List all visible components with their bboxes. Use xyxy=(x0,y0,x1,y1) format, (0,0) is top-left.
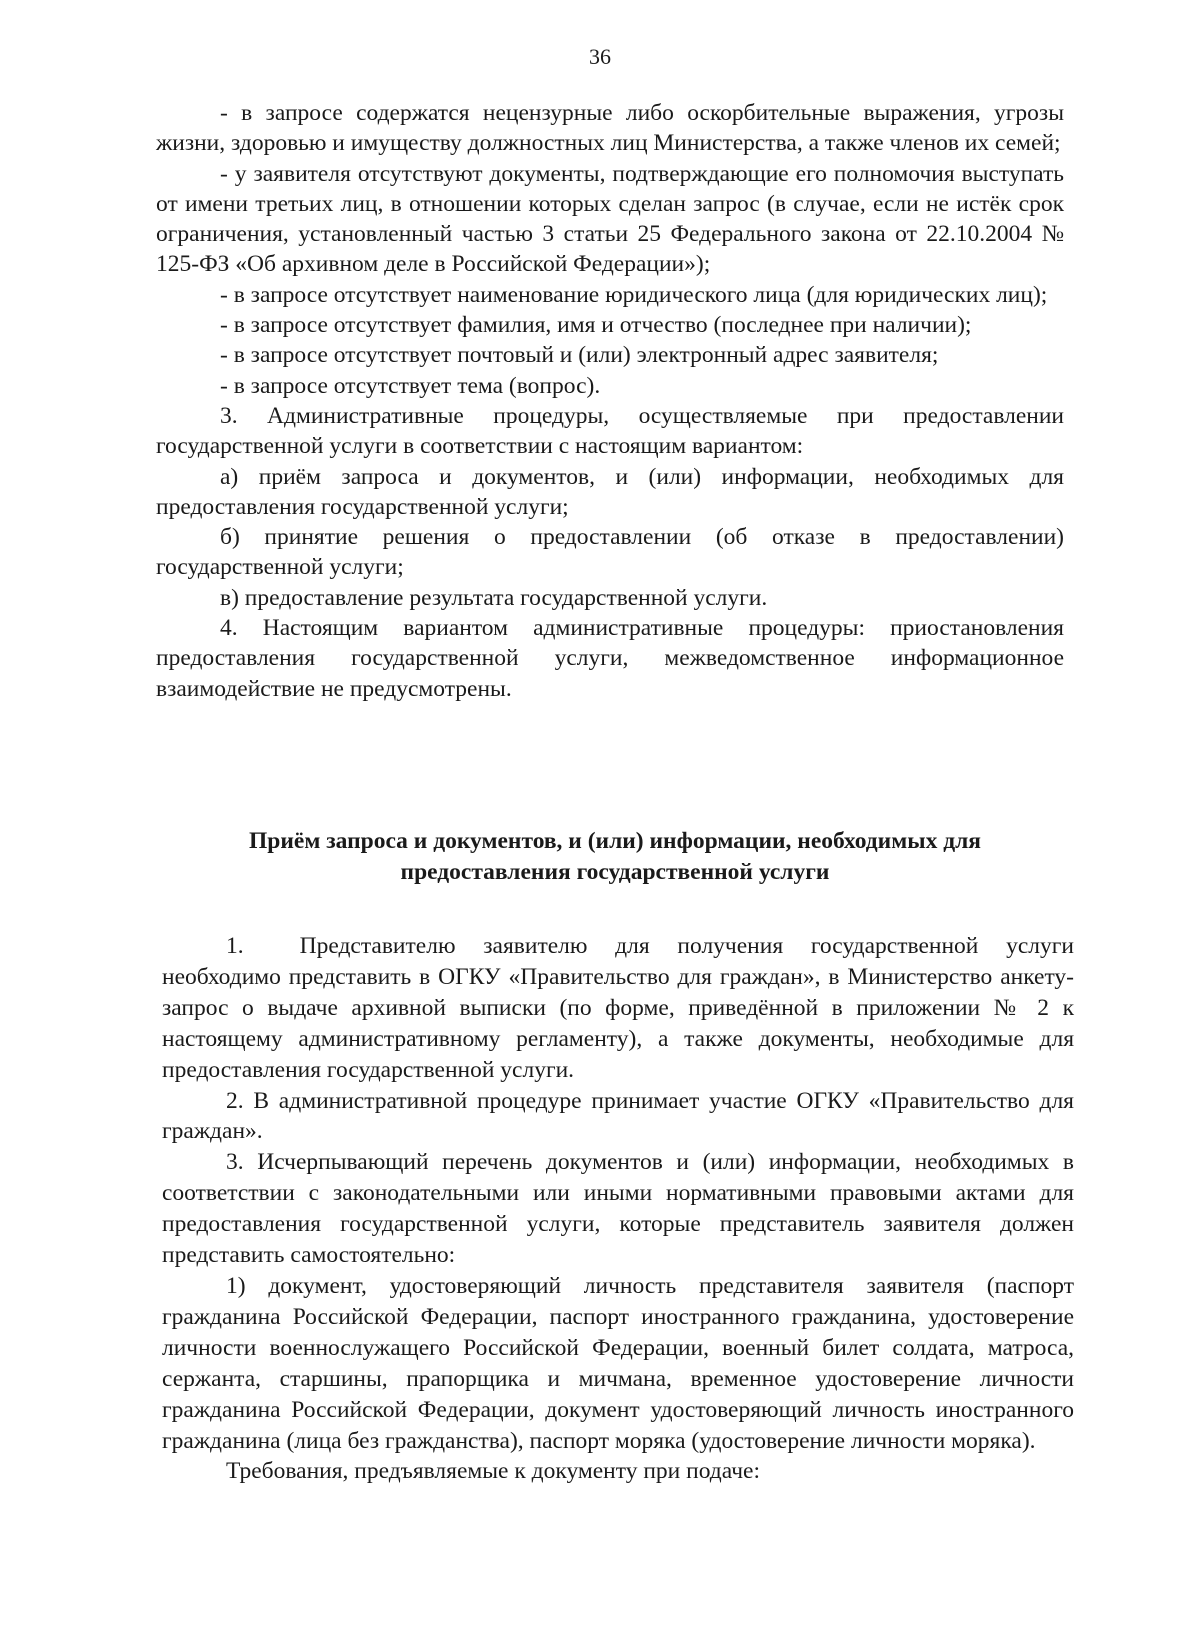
paragraph-grounds-obscene: - в запросе содержатся нецензурные либо оскорбительные выражения, угрозы жизни, здоровью и имуществу должностных лиц Министерства, а также членов их семей; xyxy=(156,100,1064,157)
section-heading xyxy=(160,826,1070,888)
paragraph-grounds-no-topic: - в запросе отсутствует тема (вопрос). xyxy=(220,372,601,399)
bottom-section xyxy=(162,931,1074,1487)
paragraph-procedures-intro: 3. Административные процедуры, осуществляемые при предоставлении государственной услуги в соответствии с настоящим вариантом: xyxy=(156,402,1064,460)
paragraph-item-2: 2. В административной процедуре принимает участие ОГКУ «Правительство для граждан». xyxy=(162,1087,1074,1145)
paragraph-procedure-c: в) предоставление результата государственной услуги. xyxy=(220,584,768,611)
paragraph-requirements: Требования, предъявляемые к документу при подаче: xyxy=(226,1458,760,1485)
item-1-number: 1. xyxy=(226,933,244,959)
paragraph-subitem-1: 1) документ, удостоверяющий личность представителя заявителя (паспорт гражданина Российской Федерации, паспорт иностранного гражданина, удостоверение личности военнослужащего Российской Федерации, военный билет солдата, матроса, сержанта, старшины, прапорщика и мичмана, временное удостоверение личности гражданина Российской Федерации, документ удостоверяющий личность иностранного гражданина (лица без гражданства), паспорт моряка (удостоверение личности моряка). xyxy=(162,1272,1074,1454)
paragraph-procedure-a: а) приём запроса и документов, и (или) информации, необходимых для предоставления государственной услуги; xyxy=(156,463,1064,520)
section-heading-line1: Приём запроса и документов, и (или) информации, необходимых для xyxy=(249,828,981,854)
paragraph-procedures-not-provided: 4. Настоящим вариантом административные процедуры: приостановления предоставления государственной услуги, межведомственное информационное взаимодействие не предусмотрены. xyxy=(156,615,1064,702)
page-number: 36 xyxy=(589,44,611,69)
top-section xyxy=(156,98,1064,704)
paragraph-grounds-no-legal-name: - в запросе отсутствует наименование юридического лица (для юридических лиц); xyxy=(220,281,1048,308)
paragraph-item-3: 3. Исчерпывающий перечень документов и (или) информации, необходимых в соответствии с законодательными или иными нормативными правовыми актами для предоставления государственной услуги, которые представитель заявителя должен представить самостоятельно: xyxy=(162,1149,1074,1269)
item-1-text: Представителю заявителю для получения государственной услуги необходимо представить в ОГКУ «Правительство для граждан», в Министерство анкету-запрос о выдаче архивной выписки (по форме, приведённой в приложении № 2 к настоящему административному регламенту), а также документы, необходимые для предоставления государственной услуги. xyxy=(162,933,1074,1083)
paragraph-grounds-no-fullname: - в запросе отсутствует фамилия, имя и отчество (последнее при наличии); xyxy=(220,312,972,339)
paragraph-grounds-no-address: - в запросе отсутствует почтовый и (или) электронный адрес заявителя; xyxy=(220,342,939,369)
paragraph-item-1 xyxy=(162,931,1074,1086)
paragraph-grounds-no-authority: - у заявителя отсутствуют документы, подтверждающие его полномочия выступать от имени третьих лиц, в отношении которых сделан запрос (в случае, если не истёк срок ограничения, установленный частью 3 статьи 25 Федерального закона от 22.10.2004 № 125-ФЗ «Об архивном деле в Российской Федерации»); xyxy=(156,160,1064,278)
section-heading-line2: предоставления государственной услуги xyxy=(400,859,830,885)
paragraph-procedure-b: б) принятие решения о предоставлении (об отказе в предоставлении) государственной услуги; xyxy=(156,524,1064,581)
